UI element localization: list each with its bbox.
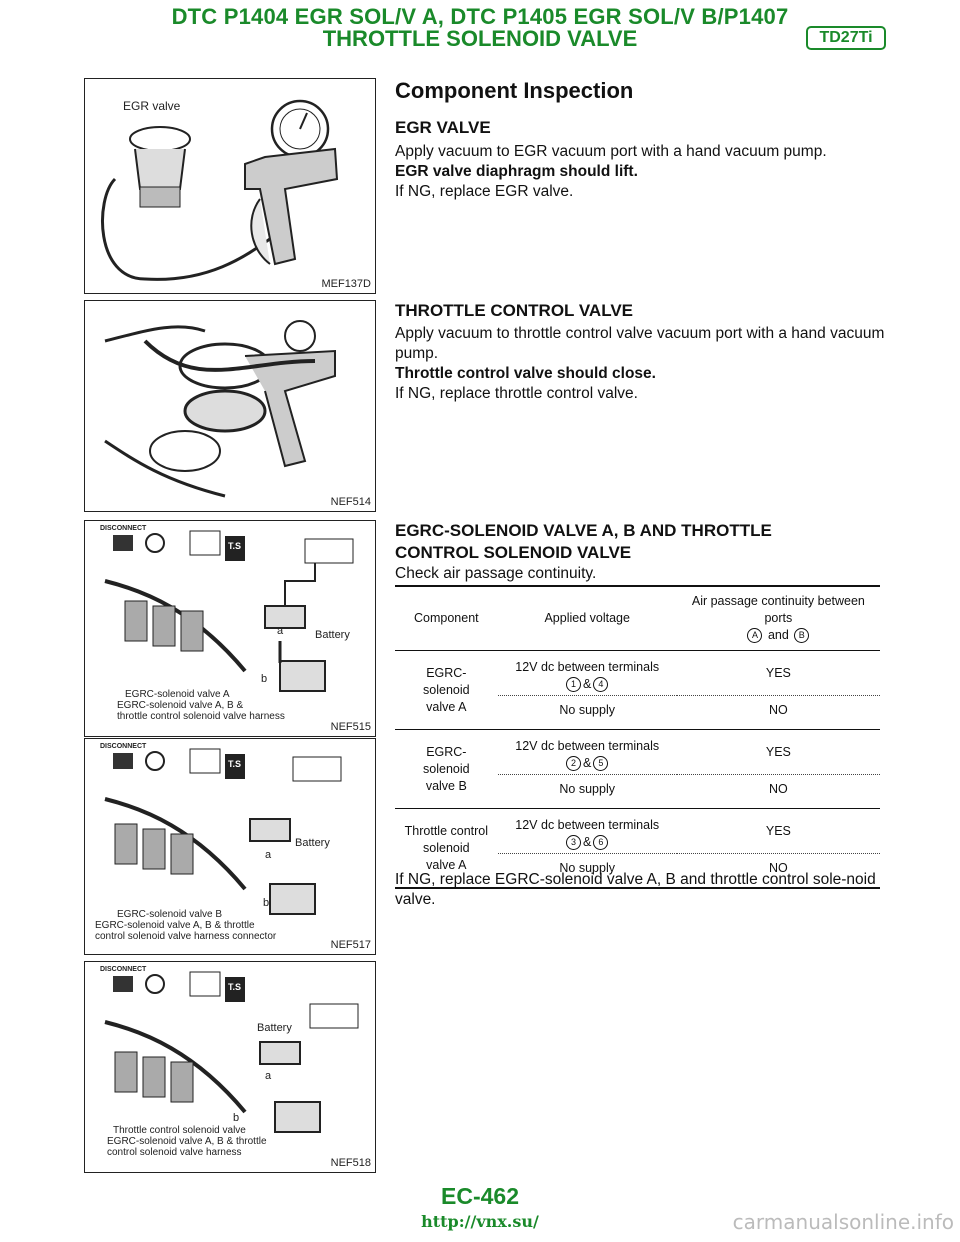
label-harness-2: control solenoid valve harness connector: [95, 931, 277, 942]
label-disconnect: DISCONNECT: [100, 966, 147, 973]
port-b-marker: B: [794, 628, 809, 643]
component-line: valve A: [426, 699, 467, 714]
voltage-cell: No supply: [498, 854, 677, 889]
voltage-text: 12V dc between terminals: [515, 739, 660, 753]
col-component: Component: [395, 586, 498, 651]
throttle-expected: Throttle control valve should close.: [395, 365, 656, 382]
figure-egr-valve: [84, 78, 376, 294]
port-a-marker: A: [747, 628, 762, 643]
figure-code: NEF514: [330, 496, 371, 508]
throttle-instruction: Apply vacuum to throttle control valve vacuum port with a hand vacuum pump.: [395, 325, 885, 362]
label-port-a: a: [265, 1070, 272, 1082]
source-url[interactable]: http://vnx.su/: [421, 1212, 539, 1231]
col-continuity: [677, 586, 880, 651]
figure-code: NEF517: [330, 939, 371, 951]
egr-ng: If NG, replace EGR valve.: [395, 183, 574, 200]
label-disconnect: DISCONNECT: [100, 525, 147, 532]
egr-valve-heading: EGR VALVE: [395, 118, 491, 137]
component-line: valve B: [425, 778, 467, 793]
label-harness-1: EGRC-solenoid valve A, B & throttle: [95, 920, 255, 931]
figure-code: MEF137D: [321, 278, 371, 290]
voltage-cell: [498, 809, 677, 854]
component-line: solenoid: [423, 761, 470, 776]
table-row: [395, 730, 880, 775]
page-number: EC-462: [441, 1183, 519, 1209]
egrc-heading: [395, 520, 772, 564]
label-throttle-solenoid: Throttle control solenoid valve: [113, 1125, 246, 1136]
throttle-ng: If NG, replace throttle control valve.: [395, 385, 638, 402]
section-title: Component Inspection: [395, 78, 634, 103]
egrc-heading-line1: EGRC-SOLENOID VALVE A, B AND THROTTLE: [395, 521, 772, 540]
terminal-marker: 4: [593, 677, 608, 692]
table-row: [395, 651, 880, 696]
voltage-cell: [498, 651, 677, 696]
component-line: solenoid: [423, 840, 470, 855]
figure-egrc-valve-b: [84, 738, 376, 955]
label-port-b: b: [263, 897, 270, 909]
terminal-marker: 1: [566, 677, 581, 692]
header-title-line1: DTC P1404 EGR SOL/V A, DTC P1405 EGR SOL/V B/P1407: [171, 4, 789, 29]
terminal-marker: 5: [593, 756, 608, 771]
component-line: valve A: [426, 857, 467, 872]
label-valve-a: EGRC-solenoid valve A: [125, 689, 230, 700]
result-cell: NO: [677, 854, 880, 889]
egrc-intro: Check air passage continuity.: [395, 565, 597, 582]
label-harness-2: throttle control solenoid valve harness: [117, 711, 285, 722]
label-port-a: a: [265, 849, 272, 861]
egr-valve-text: [395, 142, 885, 202]
voltage-cell: [498, 730, 677, 775]
terminal-marker: 3: [566, 835, 581, 850]
header-title-line2: THROTTLE SOLENOID VALVE: [322, 26, 638, 51]
label-disconnect: DISCONNECT: [100, 743, 147, 750]
label-egr-valve: EGR valve: [123, 99, 181, 113]
voltage-text: 12V dc between terminals: [515, 660, 660, 674]
terminal-marker: 6: [593, 835, 608, 850]
component-line: EGRC-: [426, 665, 467, 680]
col-applied-voltage: Applied voltage: [498, 586, 677, 651]
label-port-b: b: [261, 673, 268, 685]
label-valve-b: EGRC-solenoid valve B: [117, 909, 223, 920]
egr-instruction: Apply vacuum to EGR vacuum port with a hand vacuum pump.: [395, 143, 827, 160]
label-battery: Battery: [315, 629, 350, 641]
engine-badge: TD27Ti: [806, 26, 886, 50]
voltage-text: 12V dc between terminals: [515, 818, 660, 832]
label-harness-1: EGRC-solenoid valve A, B & throttle: [107, 1136, 267, 1147]
label-harness-2: control solenoid valve harness: [107, 1147, 242, 1158]
figure-egrc-valve-a: [84, 520, 376, 737]
component-line: solenoid: [423, 682, 470, 697]
figure-code: NEF515: [330, 721, 371, 733]
egrc-outro: If NG, replace EGRC-solenoid valve A, B and throttle control sole-noid valve.: [395, 871, 876, 908]
result-cell: NO: [677, 696, 880, 730]
egr-expected: EGR valve diaphragm should lift.: [395, 163, 638, 180]
result-cell: YES: [765, 744, 791, 759]
label-port-a: a: [277, 625, 284, 637]
label-ts: T.S: [228, 982, 242, 992]
label-port-b: b: [233, 1112, 240, 1124]
result-cell: YES: [765, 823, 791, 838]
terminal-marker: 2: [566, 756, 581, 771]
component-cell: [395, 730, 498, 809]
voltage-cell: No supply: [498, 696, 677, 730]
label-ts: T.S: [228, 759, 242, 769]
amp: &: [583, 677, 592, 691]
col-continuity-text: Air passage continuity between ports: [691, 594, 865, 625]
label-battery: Battery: [257, 1022, 292, 1034]
throttle-valve-illustration: [85, 301, 375, 511]
continuity-table: [395, 585, 880, 889]
amp: &: [583, 756, 592, 770]
label-battery: Battery: [295, 837, 330, 849]
result-cell: NO: [677, 775, 880, 809]
col-continuity-and: and: [767, 628, 789, 642]
label-ts: T.S: [228, 541, 242, 551]
throttle-valve-text: [395, 324, 885, 404]
table-row: [395, 809, 880, 854]
result-cell: YES: [765, 665, 791, 680]
throttle-valve-heading: THROTTLE CONTROL VALVE: [395, 301, 633, 320]
table-header-row: [395, 586, 880, 651]
egrc-heading-line2: CONTROL SOLENOID VALVE: [395, 543, 632, 562]
figure-code: NEF518: [330, 1157, 371, 1169]
figure-throttle-valve: [84, 300, 376, 512]
voltage-cell: No supply: [498, 775, 677, 809]
component-line: EGRC-: [426, 744, 467, 759]
figure-throttle-solenoid: [84, 961, 376, 1173]
label-harness-1: EGRC-solenoid valve A, B &: [117, 700, 244, 711]
component-line: Throttle control: [404, 823, 489, 838]
watermark: carmanualsonline.info: [732, 1210, 954, 1234]
amp: &: [583, 835, 592, 849]
component-cell: [395, 651, 498, 730]
